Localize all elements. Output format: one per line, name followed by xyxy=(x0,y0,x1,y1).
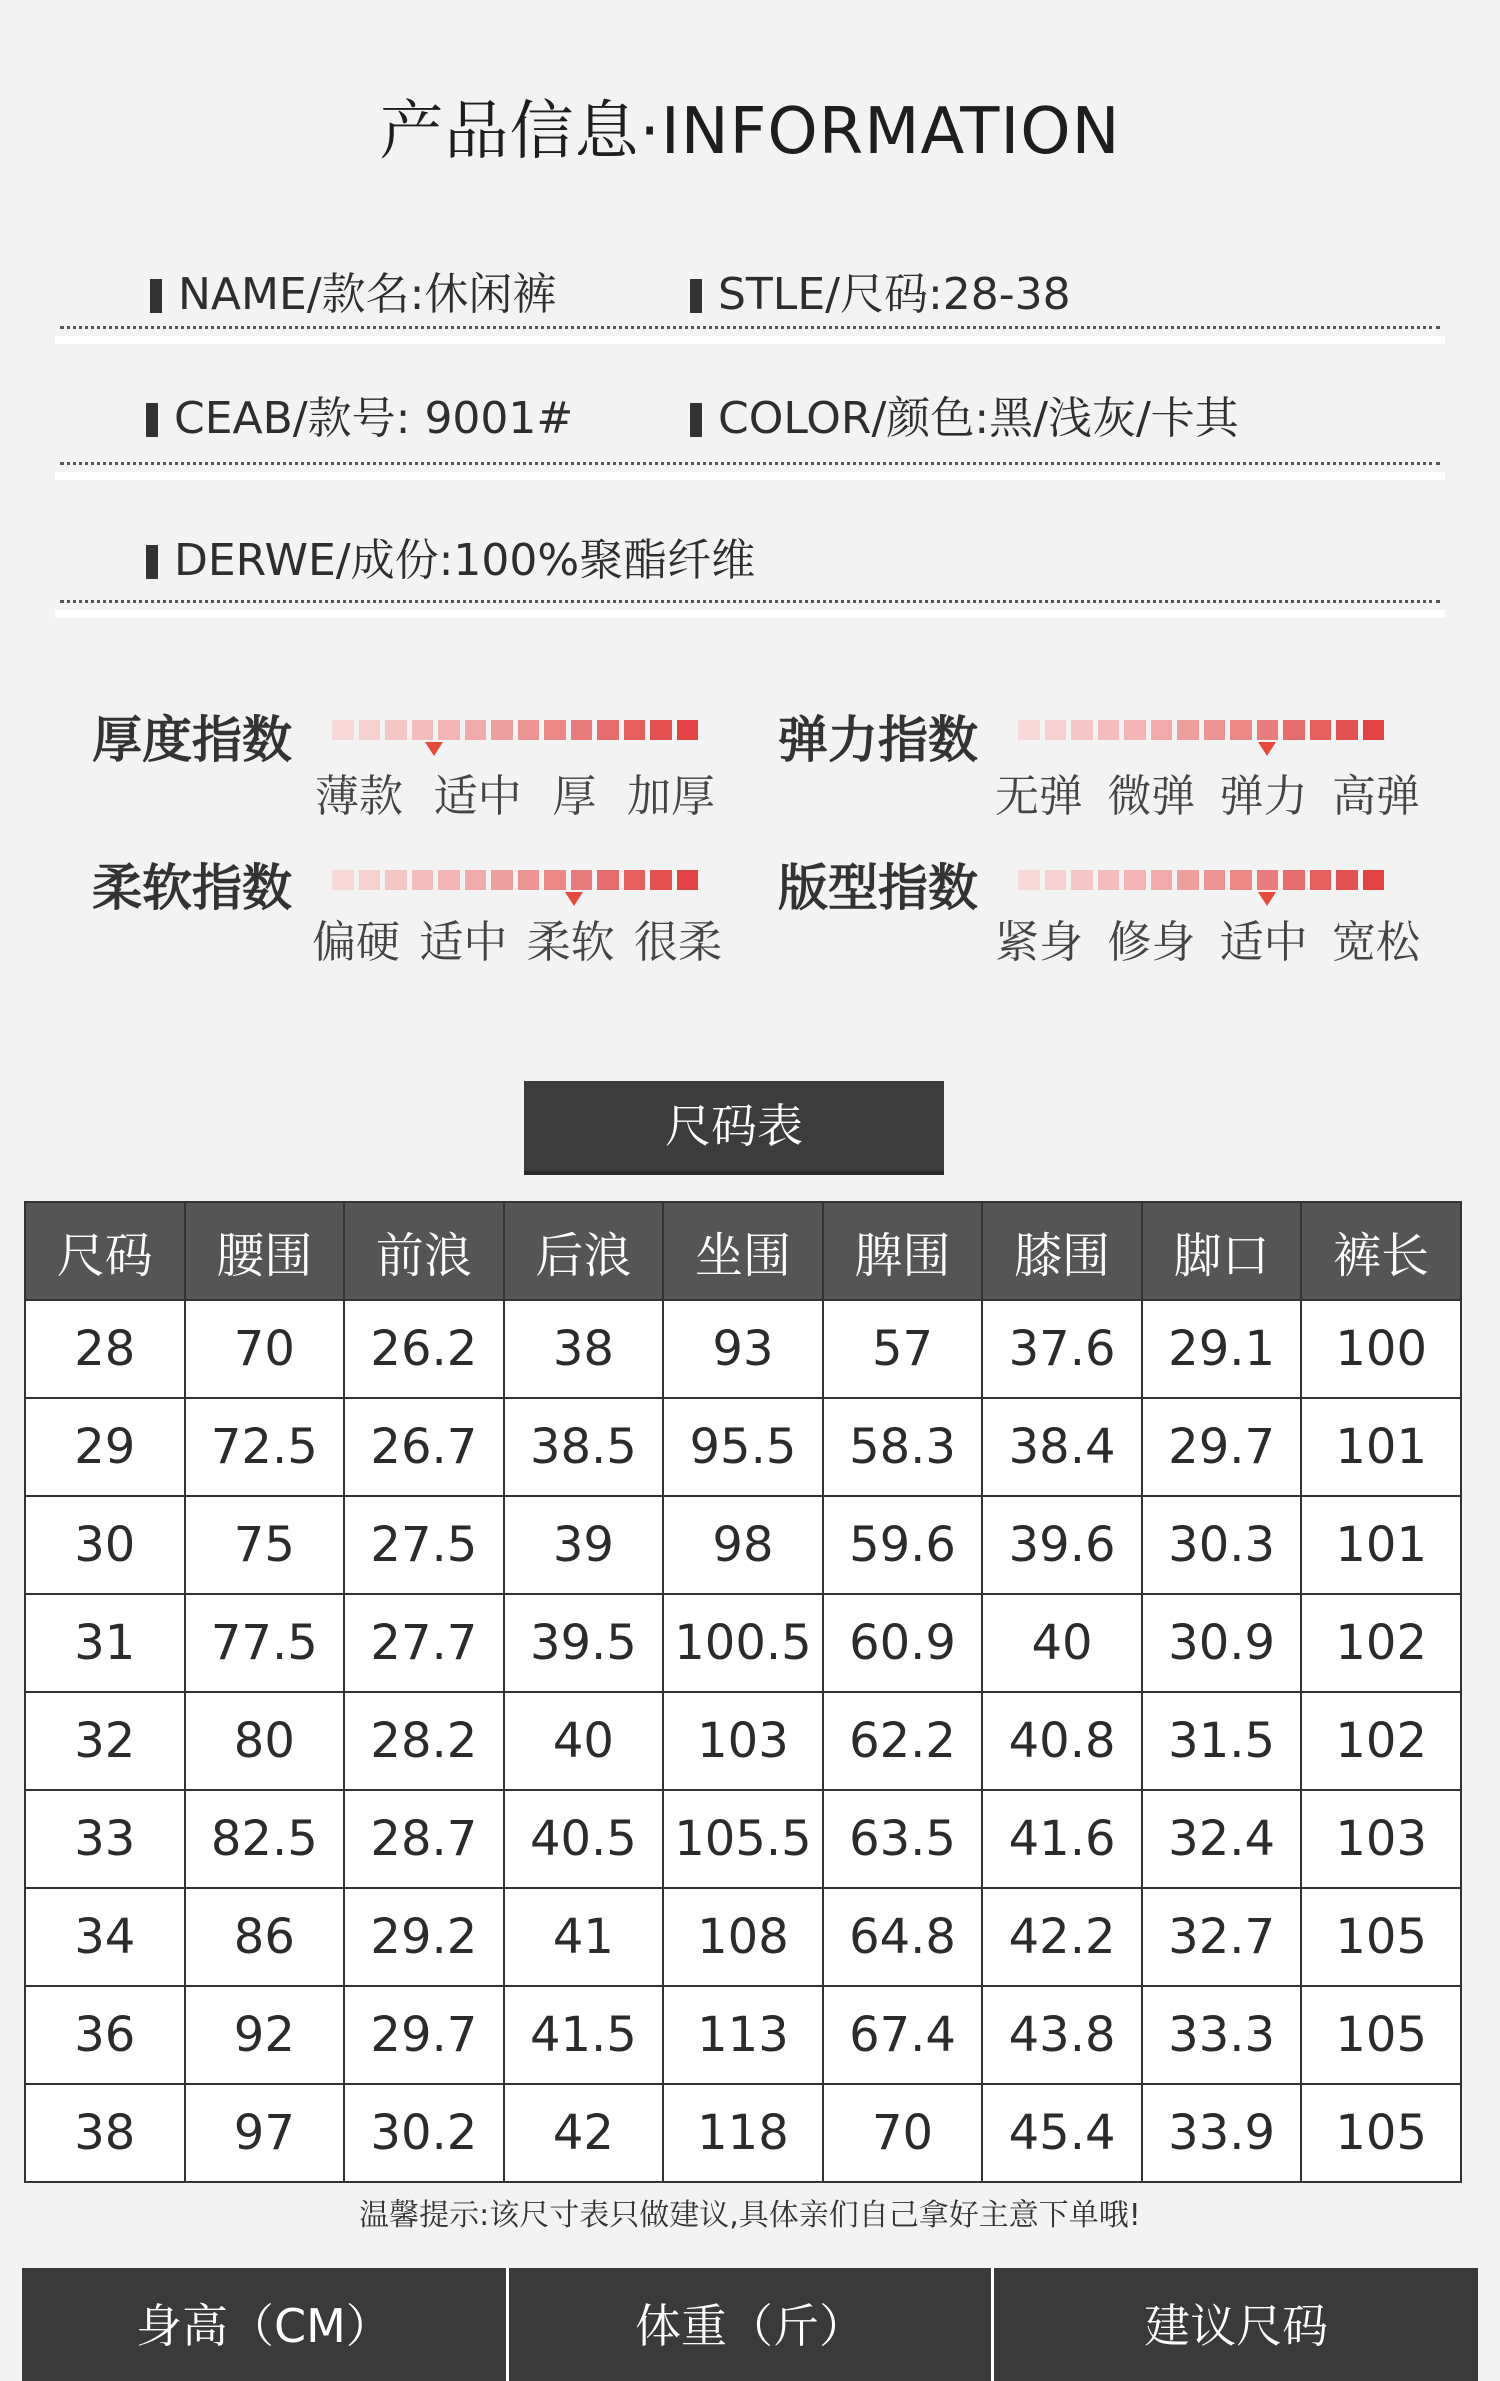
scale-segment xyxy=(465,720,487,740)
scale-segment xyxy=(465,870,487,890)
scale-segment xyxy=(1257,870,1279,890)
table-cell: 33.3 xyxy=(1142,1986,1302,2084)
scale-segment xyxy=(359,870,381,890)
table-cell: 29.1 xyxy=(1142,1300,1302,1398)
table-cell: 86 xyxy=(185,1888,345,1986)
dotted-divider xyxy=(60,462,1440,465)
info-color-text: COLOR/颜色:黑/浅灰/卡其 xyxy=(718,393,1239,444)
scale-label: 适中 xyxy=(1219,917,1308,968)
info-color xyxy=(690,382,1239,446)
scale-label: 薄款 xyxy=(315,771,403,822)
scale-label: 微弹 xyxy=(1107,771,1196,822)
scale-label: 加厚 xyxy=(626,771,715,822)
table-cell: 43.8 xyxy=(982,1986,1142,2084)
scale-segment xyxy=(1283,870,1305,890)
size-table-header-cell: 膝围 xyxy=(982,1202,1142,1300)
table-cell: 32 xyxy=(25,1692,185,1790)
table-cell: 42 xyxy=(504,2084,664,2182)
table-cell: 38 xyxy=(504,1300,664,1398)
table-cell: 30 xyxy=(25,1496,185,1594)
table-cell: 118 xyxy=(663,2084,823,2182)
table-row xyxy=(25,1398,1461,1496)
scale-segment xyxy=(597,870,619,890)
table-cell: 60.9 xyxy=(823,1594,983,1692)
table-cell: 63.5 xyxy=(823,1790,983,1888)
scale-segment xyxy=(1124,720,1146,740)
softness-index-title: 柔软指数 xyxy=(92,859,292,917)
scale-segment xyxy=(1230,870,1252,890)
size-table-header-row xyxy=(25,1202,1461,1300)
table-cell: 82.5 xyxy=(185,1790,345,1888)
scale-segment xyxy=(438,870,460,890)
scale-segment xyxy=(1177,720,1199,740)
scale-segment xyxy=(1336,720,1358,740)
recommend-header-weight: 体重（斤） xyxy=(507,2268,992,2381)
scale-segment xyxy=(518,870,540,890)
scale-segment xyxy=(571,720,593,740)
scale-segment xyxy=(412,720,434,740)
table-cell: 72.5 xyxy=(185,1398,345,1496)
scale-label: 弹力 xyxy=(1219,771,1308,822)
table-row xyxy=(25,1790,1461,1888)
table-row xyxy=(25,1300,1461,1398)
table-cell: 33.9 xyxy=(1142,2084,1302,2182)
scale-label: 无弹 xyxy=(995,771,1083,822)
table-cell: 38.5 xyxy=(504,1398,664,1496)
table-cell: 95.5 xyxy=(663,1398,823,1496)
thickness-scale-labels xyxy=(315,760,715,824)
table-cell: 70 xyxy=(185,1300,345,1398)
scale-label: 高弹 xyxy=(1331,771,1420,822)
table-cell: 29.2 xyxy=(344,1888,504,1986)
table-cell: 32.4 xyxy=(1142,1790,1302,1888)
dotted-divider xyxy=(60,326,1440,329)
white-divider xyxy=(55,336,1445,344)
table-cell: 39.5 xyxy=(504,1594,664,1692)
size-table-banner: 尺码表 xyxy=(524,1081,944,1175)
scale-segment xyxy=(385,720,407,740)
table-cell: 75 xyxy=(185,1496,345,1594)
bullet-icon xyxy=(690,403,702,437)
table-cell: 102 xyxy=(1301,1594,1461,1692)
white-divider xyxy=(55,472,1445,480)
recommend-header-size: 建议尺码 xyxy=(993,2268,1478,2381)
table-cell: 31 xyxy=(25,1594,185,1692)
elasticity-scale-labels xyxy=(995,760,1420,824)
table-cell: 26.7 xyxy=(344,1398,504,1496)
table-cell: 105 xyxy=(1301,1986,1461,2084)
table-cell: 101 xyxy=(1301,1398,1461,1496)
info-style-no-text: CEAB/款号: 9001# xyxy=(174,393,574,444)
bullet-icon xyxy=(150,279,162,313)
scale-label: 修身 xyxy=(1107,917,1196,968)
dotted-divider xyxy=(60,600,1440,603)
size-table-header-cell: 坐围 xyxy=(663,1202,823,1300)
table-cell: 98 xyxy=(663,1496,823,1594)
table-row xyxy=(25,1888,1461,1986)
scale-segment xyxy=(1257,720,1279,740)
table-cell: 30.9 xyxy=(1142,1594,1302,1692)
table-cell: 27.5 xyxy=(344,1496,504,1594)
scale-label: 偏硬 xyxy=(312,917,400,968)
scale-segment xyxy=(518,720,540,740)
table-cell: 29 xyxy=(25,1398,185,1496)
table-cell: 36 xyxy=(25,1986,185,2084)
table-cell: 105 xyxy=(1301,2084,1461,2182)
scale-segment xyxy=(650,720,672,740)
table-cell: 58.3 xyxy=(823,1398,983,1496)
scale-label: 很柔 xyxy=(633,917,722,968)
table-cell: 38.4 xyxy=(982,1398,1142,1496)
scale-segment xyxy=(1151,720,1173,740)
fit-scale-labels xyxy=(995,906,1420,970)
scale-segment xyxy=(571,870,593,890)
scale-label: 适中 xyxy=(419,917,508,968)
recommend-header-height: 身高（CM） xyxy=(22,2268,507,2381)
table-cell: 105.5 xyxy=(663,1790,823,1888)
table-cell: 37.6 xyxy=(982,1300,1142,1398)
scale-segment xyxy=(412,870,434,890)
size-tip: 温馨提示:该尺寸表只做建议,具体亲们自己拿好主意下单哦! xyxy=(359,2198,1141,2233)
scale-segment xyxy=(1071,720,1093,740)
table-cell: 80 xyxy=(185,1692,345,1790)
scale-segment xyxy=(624,870,646,890)
table-cell: 64.8 xyxy=(823,1888,983,1986)
scale-segment xyxy=(677,870,699,890)
table-cell: 40 xyxy=(982,1594,1142,1692)
fit-scale xyxy=(1018,870,1384,890)
table-cell: 102 xyxy=(1301,1692,1461,1790)
scale-segment xyxy=(650,870,672,890)
table-cell: 39.6 xyxy=(982,1496,1142,1594)
table-row xyxy=(25,1986,1461,2084)
size-table-header-cell: 后浪 xyxy=(504,1202,664,1300)
scale-segment xyxy=(1045,720,1067,740)
scale-segment xyxy=(1310,870,1332,890)
scale-segment xyxy=(359,720,381,740)
thickness-index-title: 厚度指数 xyxy=(92,711,292,769)
table-cell: 38 xyxy=(25,2084,185,2182)
table-cell: 59.6 xyxy=(823,1496,983,1594)
scale-segment xyxy=(1018,870,1040,890)
elasticity-index-title: 弹力指数 xyxy=(778,711,978,769)
table-cell: 28 xyxy=(25,1300,185,1398)
table-cell: 29.7 xyxy=(344,1986,504,2084)
info-name xyxy=(150,258,556,322)
scale-segment xyxy=(1071,870,1093,890)
scale-segment xyxy=(544,870,566,890)
scale-label: 柔软 xyxy=(526,917,615,968)
scale-segment xyxy=(1018,720,1040,740)
table-cell: 31.5 xyxy=(1142,1692,1302,1790)
table-cell: 97 xyxy=(185,2084,345,2182)
table-cell: 29.7 xyxy=(1142,1398,1302,1496)
scale-segment xyxy=(1204,720,1226,740)
scale-segment xyxy=(385,870,407,890)
info-name-text: NAME/款名:休闲裤 xyxy=(178,269,557,320)
table-cell: 62.2 xyxy=(823,1692,983,1790)
scale-segment xyxy=(1098,870,1120,890)
scale-segment xyxy=(624,720,646,740)
softness-marker-icon xyxy=(565,892,583,906)
table-row xyxy=(25,1692,1461,1790)
table-cell: 105 xyxy=(1301,1888,1461,1986)
table-cell: 30.2 xyxy=(344,2084,504,2182)
scale-segment xyxy=(332,870,354,890)
size-table-header-cell: 腰围 xyxy=(185,1202,345,1300)
table-cell: 32.7 xyxy=(1142,1888,1302,1986)
info-material xyxy=(146,524,755,588)
scale-segment xyxy=(1336,870,1358,890)
table-cell: 28.2 xyxy=(344,1692,504,1790)
table-cell: 113 xyxy=(663,1986,823,2084)
table-cell: 41 xyxy=(504,1888,664,1986)
table-row xyxy=(25,1496,1461,1594)
bullet-icon xyxy=(146,403,158,437)
scale-segment xyxy=(597,720,619,740)
table-cell: 57 xyxy=(823,1300,983,1398)
scale-label: 紧身 xyxy=(995,917,1083,968)
bullet-icon xyxy=(690,279,702,313)
size-table-body xyxy=(25,1300,1461,2182)
scale-segment xyxy=(1363,720,1385,740)
scale-segment xyxy=(491,870,513,890)
scale-segment xyxy=(1151,870,1173,890)
table-cell: 40.5 xyxy=(504,1790,664,1888)
table-cell: 41.6 xyxy=(982,1790,1142,1888)
scale-segment xyxy=(332,720,354,740)
recommend-table xyxy=(22,2268,1478,2381)
size-table-header-cell: 尺码 xyxy=(25,1202,185,1300)
thickness-marker-icon xyxy=(425,742,443,756)
table-cell: 103 xyxy=(663,1692,823,1790)
table-cell: 40.8 xyxy=(982,1692,1142,1790)
scale-label: 适中 xyxy=(433,771,522,822)
scale-segment xyxy=(491,720,513,740)
info-size xyxy=(690,258,1071,322)
table-cell: 92 xyxy=(185,1986,345,2084)
size-table xyxy=(24,1201,1462,2183)
table-cell: 77.5 xyxy=(185,1594,345,1692)
scale-label: 厚 xyxy=(552,771,597,822)
scale-segment xyxy=(1204,870,1226,890)
table-cell: 100 xyxy=(1301,1300,1461,1398)
table-row xyxy=(25,1594,1461,1692)
bullet-icon xyxy=(146,545,158,579)
scale-segment xyxy=(544,720,566,740)
scale-segment xyxy=(1230,720,1252,740)
scale-segment xyxy=(1283,720,1305,740)
table-cell: 108 xyxy=(663,1888,823,1986)
page-title: 产品信息·INFORMATION xyxy=(379,95,1121,169)
table-cell: 103 xyxy=(1301,1790,1461,1888)
table-cell: 41.5 xyxy=(504,1986,664,2084)
table-cell: 27.7 xyxy=(344,1594,504,1692)
table-cell: 100.5 xyxy=(663,1594,823,1692)
recommend-header-row xyxy=(22,2268,1478,2381)
table-cell: 39 xyxy=(504,1496,664,1594)
thickness-scale xyxy=(332,720,698,740)
table-cell: 26.2 xyxy=(344,1300,504,1398)
info-style-no xyxy=(146,382,573,446)
scale-segment xyxy=(1098,720,1120,740)
scale-segment xyxy=(677,720,699,740)
table-cell: 93 xyxy=(663,1300,823,1398)
table-row xyxy=(25,2084,1461,2182)
table-cell: 33 xyxy=(25,1790,185,1888)
table-cell: 40 xyxy=(504,1692,664,1790)
scale-segment xyxy=(1363,870,1385,890)
size-table-header-cell: 脾围 xyxy=(823,1202,983,1300)
fit-index-title: 版型指数 xyxy=(778,859,978,917)
elasticity-scale xyxy=(1018,720,1384,740)
table-cell: 34 xyxy=(25,1888,185,1986)
size-table-header-cell: 前浪 xyxy=(344,1202,504,1300)
size-table-header-cell: 裤长 xyxy=(1301,1202,1461,1300)
table-cell: 101 xyxy=(1301,1496,1461,1594)
table-cell: 45.4 xyxy=(982,2084,1142,2182)
info-size-text: STLE/尺码:28-38 xyxy=(718,269,1071,320)
scale-label: 宽松 xyxy=(1331,917,1420,968)
table-cell: 67.4 xyxy=(823,1986,983,2084)
scale-segment xyxy=(1310,720,1332,740)
softness-scale xyxy=(332,870,698,890)
info-material-text: DERWE/成份:100%聚酯纤维 xyxy=(174,535,756,586)
scale-segment xyxy=(1045,870,1067,890)
elasticity-marker-icon xyxy=(1258,742,1276,756)
table-cell: 30.3 xyxy=(1142,1496,1302,1594)
scale-segment xyxy=(1177,870,1199,890)
fit-marker-icon xyxy=(1258,892,1276,906)
softness-scale-labels xyxy=(312,906,722,970)
size-table-header-cell: 脚口 xyxy=(1142,1202,1302,1300)
table-cell: 42.2 xyxy=(982,1888,1142,1986)
table-cell: 70 xyxy=(823,2084,983,2182)
scale-segment xyxy=(1124,870,1146,890)
scale-segment xyxy=(438,720,460,740)
table-cell: 28.7 xyxy=(344,1790,504,1888)
white-divider xyxy=(55,610,1445,618)
